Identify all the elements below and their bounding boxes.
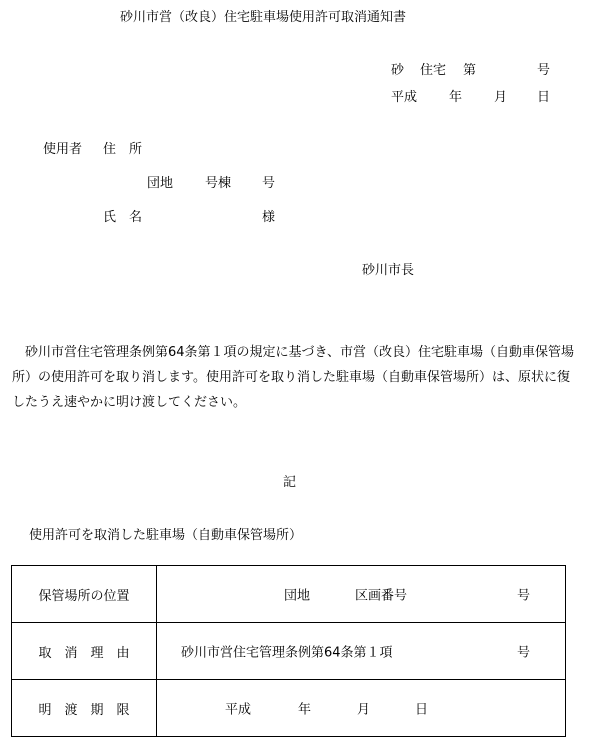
row1-danchi: 団地 (284, 588, 311, 604)
doc-number-prefix: 砂 (391, 63, 405, 78)
deadline-label: 明 渡 期 限 (12, 680, 157, 737)
sama-label: 様 (262, 210, 276, 225)
doc-number-house: 住宅 (420, 63, 447, 78)
ki-heading: 記 (283, 475, 297, 490)
name-label: 氏 名 (103, 210, 143, 225)
reason-label: 取 消 理 由 (12, 623, 157, 680)
table-row (12, 566, 566, 623)
row2-go: 号 (517, 645, 531, 661)
row3-month: 月 (357, 702, 371, 718)
date-year: 年 (449, 90, 463, 105)
deadline-value (157, 680, 566, 737)
issuer: 砂川市長 (362, 263, 415, 278)
parking-info-table (11, 565, 566, 737)
row3-day: 日 (415, 702, 429, 718)
date-month: 月 (494, 90, 508, 105)
go-label: 号 (262, 176, 276, 191)
document-title: 砂川市営（改良）住宅駐車場使用許可取消通知書 (120, 10, 407, 25)
date-day: 日 (537, 90, 551, 105)
row2-reason: 砂川市営住宅管理条例第64条第１項 (181, 645, 393, 661)
danchi-label: 団地 (147, 176, 174, 191)
table-row (12, 680, 566, 737)
location-label: 保管場所の位置 (12, 566, 157, 623)
doc-number-dai: 第 (463, 63, 477, 78)
user-label: 使用者 (43, 142, 83, 157)
reason-value (157, 623, 566, 680)
goto-label: 号棟 (205, 176, 232, 191)
table-row (12, 623, 566, 680)
row1-go: 号 (517, 588, 531, 604)
body-paragraph: 砂川市営住宅管理条例第64条第１項の規定に基づき、市営（改良）住宅駐車場（自動車保管場所）の使用許可を取り消します。使用許可を取り消した駐車場（自動車保管場所）は、原状に復したうえ速やかに明け渡してください。 (12, 345, 575, 410)
address-label: 住 所 (103, 142, 143, 157)
row1-kukaku: 区画番号 (355, 588, 408, 604)
doc-number-go: 号 (537, 63, 551, 78)
row3-era: 平成 (225, 702, 252, 718)
table-heading: 使用許可を取消した駐車場（自動車保管場所） (29, 528, 303, 543)
row3-year: 年 (298, 702, 312, 718)
location-value (157, 566, 566, 623)
date-era: 平成 (391, 90, 418, 105)
